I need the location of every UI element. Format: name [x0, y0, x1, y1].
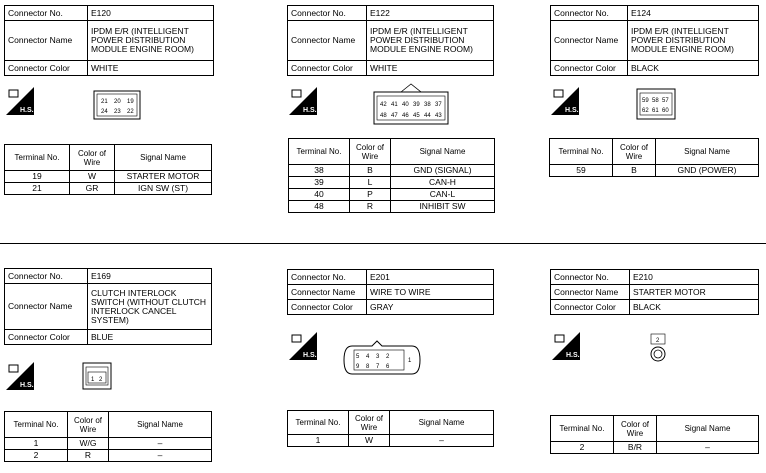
svg-text:39: 39: [413, 102, 420, 108]
svg-text:46: 46: [402, 113, 409, 119]
label-connector-no: Connector No.: [5, 6, 88, 21]
hs-label: H.S.: [20, 107, 34, 114]
svg-text:42: 42: [380, 102, 387, 108]
svg-text:48: 48: [380, 113, 387, 119]
table-row: 40 P CAN-L: [289, 189, 495, 201]
connector-no: E210: [630, 270, 759, 285]
svg-text:1: 1: [408, 358, 412, 364]
harness-side-icon: [289, 87, 317, 115]
svg-text:60: 60: [662, 108, 669, 114]
connector-face-e201: [342, 340, 422, 380]
pin-label: 23: [114, 109, 121, 115]
harness-side-icon: [6, 87, 34, 115]
connector-info-e169: Connector No. E169 Connector Name CLUTCH INTERLOCK SWITCH (WITHOUT CLUTCH INTERLOCK CANCEL SYSTEM) Connector Color BLUE: [4, 268, 212, 345]
svg-text:4: 4: [366, 354, 370, 360]
terminal-table-e210: Terminal No. Color of Wire Signal Name 2 B/R –: [550, 415, 759, 454]
connector-no: E124: [628, 6, 759, 21]
connector-name: CLUTCH INTERLOCK SWITCH (WITHOUT CLUTCH INTERLOCK CANCEL SYSTEM): [88, 284, 212, 330]
svg-text:H.S.: H.S.: [20, 382, 34, 389]
svg-text:7: 7: [376, 364, 380, 370]
label-connector-name: Connector Name: [288, 21, 367, 61]
connector-name: WIRE TO WIRE: [367, 285, 494, 300]
connector-name: IPDM E/R (INTELLIGENT POWER DISTRIBUTION MODULE ENGINE ROOM): [88, 21, 214, 61]
label-connector-color: Connector Color: [5, 61, 88, 76]
connector-face-e120: [93, 90, 141, 120]
pin-label: 21: [101, 99, 108, 105]
label-connector-color: Connector Color: [288, 61, 367, 76]
connector-no: E122: [367, 6, 494, 21]
svg-text:2: 2: [656, 338, 660, 344]
connector-no: E169: [88, 269, 212, 284]
harness-side-icon: [552, 332, 580, 360]
connector-color: GRAY: [367, 300, 494, 315]
harness-side-icon: [6, 362, 34, 390]
connector-info-e124: Connector No. E124 Connector Name IPDM E/R (INTELLIGENT POWER DISTRIBUTION MODULE ENGINE ROOM) Connector Color BLACK: [550, 5, 759, 76]
svg-text:47: 47: [391, 113, 398, 119]
header-signal-name: Signal Name: [115, 145, 212, 171]
svg-text:38: 38: [424, 102, 431, 108]
svg-text:H.S.: H.S.: [303, 107, 317, 114]
table-row: 48 R INHIBIT SW: [289, 201, 495, 213]
svg-text:H.S.: H.S.: [566, 352, 580, 359]
table-row: 2 B/R –: [551, 442, 759, 454]
table-row: 21 GR IGN SW (ST): [5, 183, 212, 195]
connector-face-e122: [373, 82, 449, 126]
svg-text:H.S.: H.S.: [303, 352, 317, 359]
connector-info-e210: Connector No. E210 Connector Name STARTER MOTOR Connector Color BLACK: [550, 269, 759, 315]
harness-side-icon: [551, 87, 579, 115]
connector-color: BLACK: [628, 61, 759, 76]
table-row: 59 B GND (POWER): [550, 165, 759, 177]
svg-text:1: 1: [91, 377, 95, 383]
svg-text:62: 62: [642, 108, 649, 114]
section-divider: [0, 243, 766, 244]
svg-text:43: 43: [435, 113, 442, 119]
table-row: 2 R –: [5, 450, 212, 462]
connector-face-e210: [646, 332, 670, 364]
pin-label: 24: [101, 109, 108, 115]
connector-no: E120: [88, 6, 214, 21]
connector-name: IPDM E/R (INTELLIGENT POWER DISTRIBUTION MODULE ENGINE ROOM): [367, 21, 494, 61]
svg-text:6: 6: [386, 364, 390, 370]
label-connector-no: Connector No.: [288, 6, 367, 21]
table-row: 39 L CAN-H: [289, 177, 495, 189]
svg-text:59: 59: [642, 98, 649, 104]
svg-text:8: 8: [366, 364, 370, 370]
harness-side-icon: [289, 332, 317, 360]
connector-face-e169: [82, 362, 112, 390]
table-row: 1 W/G –: [5, 438, 212, 450]
header-terminal-no: Terminal No.: [5, 145, 70, 171]
pin-label: 20: [114, 99, 121, 105]
connector-name: STARTER MOTOR: [630, 285, 759, 300]
svg-text:58: 58: [652, 98, 659, 104]
svg-text:40: 40: [402, 102, 409, 108]
svg-text:2: 2: [386, 354, 390, 360]
table-row: 1 W –: [288, 435, 494, 447]
terminal-table-e124: Terminal No. Color of Wire Signal Name 59 B GND (POWER): [549, 138, 759, 177]
pin-label: 19: [127, 99, 134, 105]
connector-color: BLACK: [630, 300, 759, 315]
connector-name: IPDM E/R (INTELLIGENT POWER DISTRIBUTION MODULE ENGINE ROOM): [628, 21, 759, 61]
connector-info-e122: [287, 5, 494, 76]
connector-color: WHITE: [367, 61, 494, 76]
svg-text:2: 2: [99, 377, 103, 383]
svg-text:44: 44: [424, 113, 431, 119]
connector-no: E201: [367, 270, 494, 285]
pin-label: 22: [127, 109, 134, 115]
terminal-table-e201: Terminal No. Color of Wire Signal Name 1 W –: [287, 410, 494, 447]
connector-info-e120: [4, 5, 214, 76]
connector-info-e201: Connector No. E201 Connector Name WIRE TO WIRE Connector Color GRAY: [287, 269, 494, 315]
svg-text:5: 5: [356, 354, 360, 360]
header-color-of-wire: Color of Wire: [70, 145, 115, 171]
svg-text:9: 9: [356, 364, 360, 370]
svg-text:3: 3: [376, 354, 380, 360]
svg-text:57: 57: [662, 98, 669, 104]
table-row: 38 B GND (SIGNAL): [289, 165, 495, 177]
table-row: 19 W STARTER MOTOR: [5, 171, 212, 183]
terminal-table-e120: [4, 144, 212, 195]
svg-text:45: 45: [413, 113, 420, 119]
terminal-table-e169: Terminal No. Color of Wire Signal Name 1 W/G – 2 R –: [4, 411, 212, 462]
connector-color: BLUE: [88, 330, 212, 345]
connector-color: WHITE: [88, 61, 214, 76]
svg-text:37: 37: [435, 102, 442, 108]
label-connector-name: Connector Name: [5, 21, 88, 61]
terminal-table-e122: Terminal No. Color of Wire Signal Name 38 B GND (SIGNAL) 39 L CAN-H 40 P CAN-L 48 R INHIBIT SW: [288, 138, 495, 213]
svg-text:H.S.: H.S.: [565, 107, 579, 114]
svg-text:41: 41: [391, 102, 398, 108]
svg-text:61: 61: [652, 108, 659, 114]
connector-face-e124: [636, 88, 676, 120]
